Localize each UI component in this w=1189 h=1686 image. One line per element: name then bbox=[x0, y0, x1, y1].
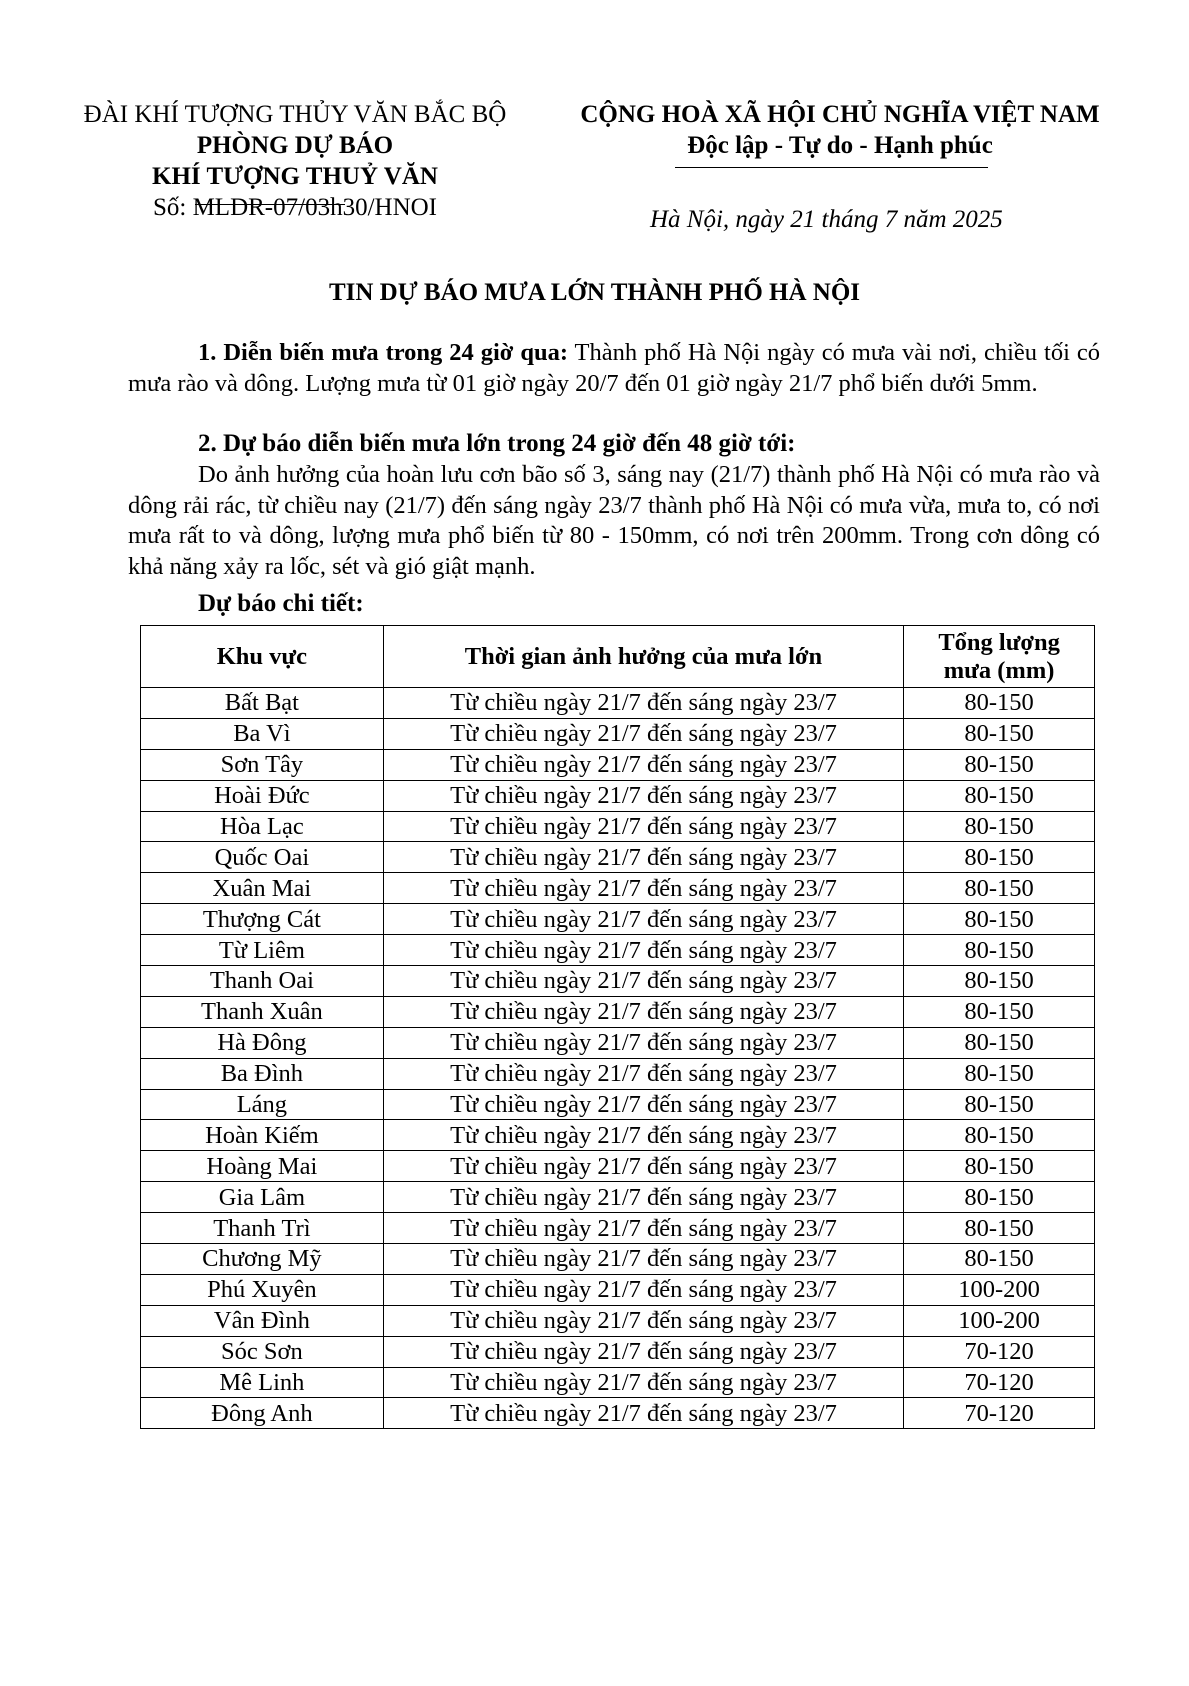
cell-area: Thượng Cát bbox=[141, 904, 384, 935]
cell-time: Từ chiều ngày 21/7 đến sáng ngày 23/7 bbox=[383, 780, 903, 811]
cell-time: Từ chiều ngày 21/7 đến sáng ngày 23/7 bbox=[383, 1182, 903, 1213]
cell-rainfall: 70-120 bbox=[904, 1398, 1095, 1429]
table-row bbox=[141, 1213, 1095, 1244]
table-row bbox=[141, 811, 1095, 842]
cell-area: Ba Vì bbox=[141, 718, 384, 749]
section-1 bbox=[128, 338, 1100, 399]
table-row bbox=[141, 1398, 1095, 1429]
table-row bbox=[141, 1151, 1095, 1182]
header-time: Thời gian ảnh hưởng của mưa lớn bbox=[383, 626, 903, 688]
cell-rainfall: 80-150 bbox=[904, 1120, 1095, 1151]
cell-rainfall: 80-150 bbox=[904, 718, 1095, 749]
cell-rainfall: 80-150 bbox=[904, 811, 1095, 842]
cell-area: Thanh Trì bbox=[141, 1213, 384, 1244]
cell-rainfall: 80-150 bbox=[904, 966, 1095, 997]
national-motto: Độc lập - Tự do - Hạnh phúc bbox=[687, 132, 993, 159]
table-row bbox=[141, 780, 1095, 811]
cell-area: Chương Mỹ bbox=[141, 1244, 384, 1275]
cell-time: Từ chiều ngày 21/7 đến sáng ngày 23/7 bbox=[383, 1027, 903, 1058]
cell-rainfall: 100-200 bbox=[904, 1274, 1095, 1305]
table-row bbox=[141, 1274, 1095, 1305]
cell-area: Thanh Oai bbox=[141, 966, 384, 997]
table-header-row bbox=[141, 626, 1095, 688]
cell-area: Hoàng Mai bbox=[141, 1151, 384, 1182]
cell-rainfall: 80-150 bbox=[904, 688, 1095, 719]
cell-area: Ba Đình bbox=[141, 1058, 384, 1089]
table-row bbox=[141, 996, 1095, 1027]
document-number: Số: MLDR-07/03h30/HNOI bbox=[152, 194, 438, 221]
cell-area: Hoài Đức bbox=[141, 780, 384, 811]
cell-area: Xuân Mai bbox=[141, 873, 384, 904]
cell-area: Sóc Sơn bbox=[141, 1336, 384, 1367]
table-row bbox=[141, 1027, 1095, 1058]
table-row bbox=[141, 1058, 1095, 1089]
table-row bbox=[141, 904, 1095, 935]
cell-time: Từ chiều ngày 21/7 đến sáng ngày 23/7 bbox=[383, 1305, 903, 1336]
header-rainfall-line2: mưa (mm) bbox=[943, 656, 1055, 684]
cell-area: Thanh Xuân bbox=[141, 996, 384, 1027]
cell-time: Từ chiều ngày 21/7 đến sáng ngày 23/7 bbox=[383, 1213, 903, 1244]
cell-time: Từ chiều ngày 21/7 đến sáng ngày 23/7 bbox=[383, 688, 903, 719]
cell-time: Từ chiều ngày 21/7 đến sáng ngày 23/7 bbox=[383, 811, 903, 842]
document-date: Hà Nội, ngày 21 tháng 7 năm 2025 bbox=[650, 206, 1003, 233]
table-row bbox=[141, 1336, 1095, 1367]
cell-time: Từ chiều ngày 21/7 đến sáng ngày 23/7 bbox=[383, 873, 903, 904]
header-rainfall-line1: Tổng lượng bbox=[938, 628, 1060, 656]
cell-rainfall: 80-150 bbox=[904, 873, 1095, 904]
cell-area: Hoàn Kiếm bbox=[141, 1120, 384, 1151]
document-title: TIN DỰ BÁO MƯA LỚN THÀNH PHỐ HÀ NỘI bbox=[328, 279, 861, 306]
header-rainfall bbox=[904, 626, 1095, 688]
cell-area: Hòa Lạc bbox=[141, 811, 384, 842]
cell-time: Từ chiều ngày 21/7 đến sáng ngày 23/7 bbox=[383, 749, 903, 780]
cell-area: Quốc Oai bbox=[141, 842, 384, 873]
cell-area: Đông Anh bbox=[141, 1398, 384, 1429]
motto-underline bbox=[675, 167, 988, 168]
cell-time: Từ chiều ngày 21/7 đến sáng ngày 23/7 bbox=[383, 1151, 903, 1182]
cell-time: Từ chiều ngày 21/7 đến sáng ngày 23/7 bbox=[383, 904, 903, 935]
table-row bbox=[141, 1089, 1095, 1120]
section-1-text: Thành phố Hà Nội ngày có mưa vài nơi, chiều tối có mưa rào và dông. Lượng mưa từ 01 giờ ngày 20/7 đến 01 giờ ngày 21/7 phổ biến dưới 5mm. bbox=[128, 339, 1100, 397]
national-title: CỘNG HOÀ XÃ HỘI CHỦ NGHĨA VIỆT NAM bbox=[580, 101, 1100, 128]
cell-area: Phú Xuyên bbox=[141, 1274, 384, 1305]
cell-time: Từ chiều ngày 21/7 đến sáng ngày 23/7 bbox=[383, 1058, 903, 1089]
agency-name: ĐÀI KHÍ TƯỢNG THỦY VĂN BẮC BỘ bbox=[83, 101, 507, 128]
table-row bbox=[141, 688, 1095, 719]
header-area: Khu vực bbox=[141, 626, 384, 688]
table-row bbox=[141, 749, 1095, 780]
cell-time: Từ chiều ngày 21/7 đến sáng ngày 23/7 bbox=[383, 718, 903, 749]
detail-heading: Dự báo chi tiết: bbox=[198, 590, 364, 617]
cell-rainfall: 100-200 bbox=[904, 1305, 1095, 1336]
table-row bbox=[141, 1305, 1095, 1336]
section-2 bbox=[128, 460, 1100, 582]
table-row bbox=[141, 1120, 1095, 1151]
cell-rainfall: 80-150 bbox=[904, 1089, 1095, 1120]
table-row bbox=[141, 1182, 1095, 1213]
cell-time: Từ chiều ngày 21/7 đến sáng ngày 23/7 bbox=[383, 1336, 903, 1367]
cell-time: Từ chiều ngày 21/7 đến sáng ngày 23/7 bbox=[383, 996, 903, 1027]
forecast-table bbox=[140, 625, 1095, 1429]
section-2-heading: 2. Dự báo diễn biến mưa lớn trong 24 giờ đến 48 giờ tới: bbox=[198, 430, 796, 457]
cell-area: Láng bbox=[141, 1089, 384, 1120]
cell-rainfall: 80-150 bbox=[904, 935, 1095, 966]
cell-time: Từ chiều ngày 21/7 đến sáng ngày 23/7 bbox=[383, 842, 903, 873]
cell-rainfall: 80-150 bbox=[904, 842, 1095, 873]
cell-time: Từ chiều ngày 21/7 đến sáng ngày 23/7 bbox=[383, 966, 903, 997]
cell-rainfall: 80-150 bbox=[904, 780, 1095, 811]
cell-time: Từ chiều ngày 21/7 đến sáng ngày 23/7 bbox=[383, 1120, 903, 1151]
cell-area: Mê Linh bbox=[141, 1367, 384, 1398]
cell-rainfall: 70-120 bbox=[904, 1367, 1095, 1398]
cell-time: Từ chiều ngày 21/7 đến sáng ngày 23/7 bbox=[383, 1367, 903, 1398]
table-row bbox=[141, 842, 1095, 873]
section-2-text: Do ảnh hưởng của hoàn lưu cơn bão số 3, sáng nay (21/7) thành phố Hà Nội có mưa rào và dông rải rác, từ chiều nay (21/7) đến sáng ngày 23/7 thành phố Hà Nội có mưa vừa, mưa to, có nơi mưa rất to và dông, lượng mưa phổ biến từ 80 - 150mm, có nơi trên 200mm. Trong cơn dông có khả năng xảy ra lốc, sét và gió giật mạnh. bbox=[128, 461, 1100, 580]
cell-time: Từ chiều ngày 21/7 đến sáng ngày 23/7 bbox=[383, 1274, 903, 1305]
cell-rainfall: 80-150 bbox=[904, 1058, 1095, 1089]
table-row bbox=[141, 873, 1095, 904]
cell-rainfall: 80-150 bbox=[904, 996, 1095, 1027]
table-row bbox=[141, 1244, 1095, 1275]
cell-area: Vân Đình bbox=[141, 1305, 384, 1336]
cell-rainfall: 80-150 bbox=[904, 904, 1095, 935]
cell-time: Từ chiều ngày 21/7 đến sáng ngày 23/7 bbox=[383, 935, 903, 966]
cell-area: Gia Lâm bbox=[141, 1182, 384, 1213]
table-row bbox=[141, 718, 1095, 749]
cell-rainfall: 80-150 bbox=[904, 1182, 1095, 1213]
table-row bbox=[141, 1367, 1095, 1398]
section-1-heading: 1. Diễn biến mưa trong 24 giờ qua: bbox=[198, 339, 568, 366]
cell-rainfall: 80-150 bbox=[904, 749, 1095, 780]
cell-area: Sơn Tây bbox=[141, 749, 384, 780]
cell-area: Bất Bạt bbox=[141, 688, 384, 719]
cell-rainfall: 80-150 bbox=[904, 1027, 1095, 1058]
cell-area: Hà Đông bbox=[141, 1027, 384, 1058]
cell-time: Từ chiều ngày 21/7 đến sáng ngày 23/7 bbox=[383, 1089, 903, 1120]
cell-rainfall: 80-150 bbox=[904, 1151, 1095, 1182]
table-row bbox=[141, 966, 1095, 997]
table-row bbox=[141, 935, 1095, 966]
cell-time: Từ chiều ngày 21/7 đến sáng ngày 23/7 bbox=[383, 1398, 903, 1429]
cell-rainfall: 80-150 bbox=[904, 1213, 1095, 1244]
cell-area: Từ Liêm bbox=[141, 935, 384, 966]
cell-time: Từ chiều ngày 21/7 đến sáng ngày 23/7 bbox=[383, 1244, 903, 1275]
cell-rainfall: 80-150 bbox=[904, 1244, 1095, 1275]
cell-rainfall: 70-120 bbox=[904, 1336, 1095, 1367]
department-name-line1: PHÒNG DỰ BÁO bbox=[196, 132, 394, 159]
department-name-line2: KHÍ TƯỢNG THUỶ VĂN bbox=[152, 163, 438, 190]
